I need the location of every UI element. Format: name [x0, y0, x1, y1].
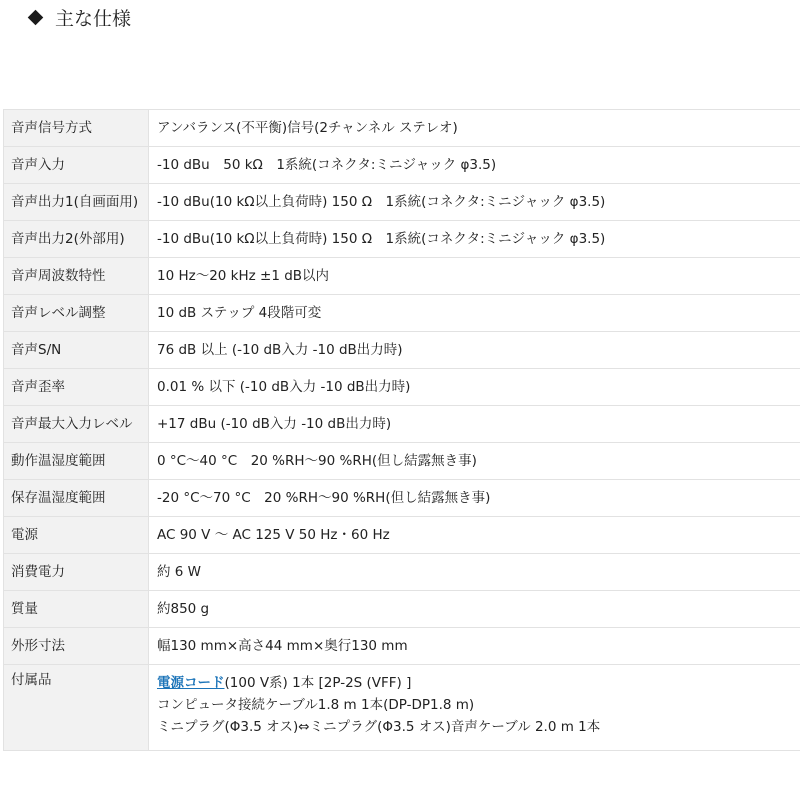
section-heading-text: 主な仕様	[55, 7, 132, 30]
spec-row	[4, 295, 800, 332]
spec-row	[4, 517, 800, 554]
spec-label: 質量	[4, 591, 149, 628]
spec-row	[4, 591, 800, 628]
spec-row	[4, 184, 800, 221]
spec-row	[4, 480, 800, 517]
spec-value: 10 Hz〜20 kHz ±1 dB以内	[149, 258, 800, 295]
power-cord-link[interactable]: 電源コード	[157, 675, 225, 691]
spec-value: +17 dBu (-10 dB入力 -10 dB出力時)	[149, 406, 800, 443]
spec-value: 約 6 W	[149, 554, 800, 591]
section-heading	[27, 4, 131, 30]
spec-row	[4, 628, 800, 665]
spec-row-accessories	[4, 665, 800, 751]
spec-row	[4, 258, 800, 295]
spec-label: 電源	[4, 517, 149, 554]
spec-value: 約850 g	[149, 591, 800, 628]
spec-table	[3, 109, 800, 751]
spec-label: 音声入力	[4, 147, 149, 184]
spec-row	[4, 147, 800, 184]
spec-value: AC 90 V 〜 AC 125 V 50 Hz・60 Hz	[149, 517, 800, 554]
spec-value: 0 °C〜40 °C 20 %RH〜90 %RH(但し結露無き事)	[149, 443, 800, 480]
spec-label: 音声出力2(外部用)	[4, 221, 149, 258]
spec-row	[4, 443, 800, 480]
spec-value: -10 dBu(10 kΩ以上負荷時) 150 Ω 1系統(コネクタ:ミニジャック φ3.5)	[149, 221, 800, 258]
spec-label: 音声出力1(自画面用)	[4, 184, 149, 221]
spec-value: 0.01 % 以下 (-10 dB入力 -10 dB出力時)	[149, 369, 800, 406]
accessories-value	[149, 665, 800, 751]
accessory-line: ミニプラグ(Φ3.5 オス)⇔ミニプラグ(Φ3.5 オス)音声ケーブル 2.0 m 1本	[157, 719, 601, 735]
spec-label: 消費電力	[4, 554, 149, 591]
spec-label: 音声レベル調整	[4, 295, 149, 332]
spec-label: 音声最大入力レベル	[4, 406, 149, 443]
spec-value: アンバランス(不平衡)信号(2チャンネル ステレオ)	[149, 110, 800, 147]
spec-label: 音声信号方式	[4, 110, 149, 147]
spec-row	[4, 332, 800, 369]
spec-label: 動作温湿度範囲	[4, 443, 149, 480]
spec-label: 音声S/N	[4, 332, 149, 369]
spec-label: 音声歪率	[4, 369, 149, 406]
spec-row	[4, 554, 800, 591]
spec-label: 音声周波数特性	[4, 258, 149, 295]
spec-value: 76 dB 以上 (-10 dB入力 -10 dB出力時)	[149, 332, 800, 369]
accessory-line-text: (100 V系) 1本 [2P-2S (VFF) ]	[224, 675, 412, 691]
spec-value: -20 °C〜70 °C 20 %RH〜90 %RH(但し結露無き事)	[149, 480, 800, 517]
accessory-line	[157, 672, 792, 694]
spec-row	[4, 221, 800, 258]
spec-row	[4, 369, 800, 406]
spec-row	[4, 110, 800, 147]
spec-value: -10 dBu(10 kΩ以上負荷時) 150 Ω 1系統(コネクタ:ミニジャック φ3.5)	[149, 184, 800, 221]
spec-row	[4, 406, 800, 443]
spec-label: 外形寸法	[4, 628, 149, 665]
diamond-bullet-icon	[28, 9, 44, 25]
spec-label: 保存温湿度範囲	[4, 480, 149, 517]
spec-value: 幅130 mm×高さ44 mm×奥行130 mm	[149, 628, 800, 665]
spec-label: 付属品	[4, 665, 149, 751]
spec-value: -10 dBu 50 kΩ 1系統(コネクタ:ミニジャック φ3.5)	[149, 147, 800, 184]
spec-value: 10 dB ステップ 4段階可変	[149, 295, 800, 332]
accessory-line: コンピュータ接続ケーブル1.8 m 1本(DP-DP1.8 m)	[157, 697, 475, 713]
